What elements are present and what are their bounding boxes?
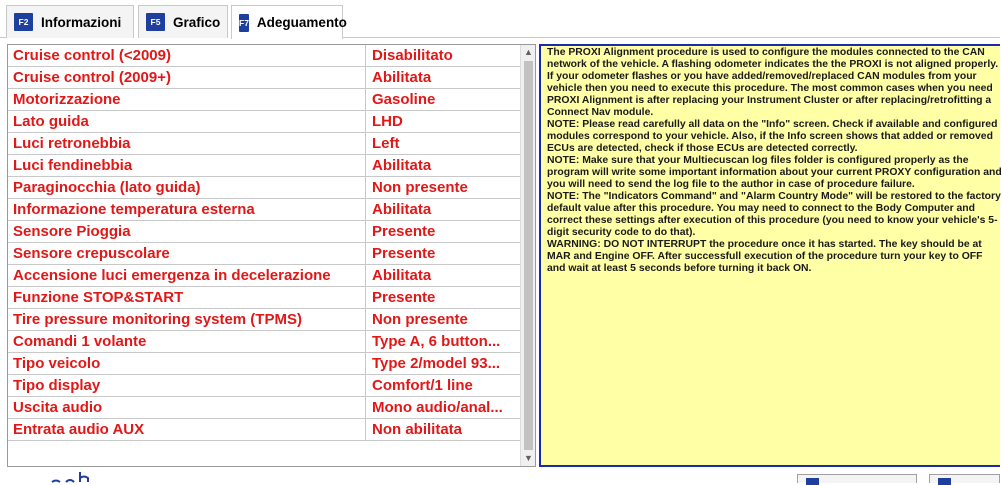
- setting-name: Funzione STOP&START: [8, 287, 366, 309]
- bottom-button[interactable]: [797, 474, 917, 483]
- setting-name: Sensore crepuscolare: [8, 243, 366, 265]
- setting-name: Cruise control (2009+): [8, 67, 366, 89]
- table-row[interactable]: [8, 309, 520, 331]
- setting-value[interactable]: Comfort/1 line: [366, 375, 520, 397]
- setting-value[interactable]: LHD: [366, 111, 520, 133]
- table-row[interactable]: [8, 177, 520, 199]
- setting-name: Tipo display: [8, 375, 366, 397]
- setting-value[interactable]: Non abilitata: [366, 419, 520, 441]
- scroll-down-icon[interactable]: ▼: [524, 453, 533, 463]
- scroll-thumb[interactable]: [524, 61, 533, 450]
- info-panel: [539, 44, 1000, 467]
- setting-value[interactable]: Type 2/model 93...: [366, 353, 520, 375]
- f5-key-icon: F5: [146, 13, 165, 31]
- tab-divider: [343, 37, 1000, 38]
- button-icon: [806, 478, 819, 485]
- setting-value[interactable]: Abilitata: [366, 265, 520, 287]
- table-row[interactable]: [8, 331, 520, 353]
- table-row[interactable]: [8, 243, 520, 265]
- setting-value[interactable]: Presente: [366, 287, 520, 309]
- tab-label: Adeguamento: [256, 15, 347, 30]
- table-row[interactable]: [8, 133, 520, 155]
- vertical-scrollbar[interactable]: [520, 45, 535, 466]
- setting-name: Luci retronebbia: [8, 133, 366, 155]
- setting-value[interactable]: Presente: [366, 221, 520, 243]
- tab-bar: [0, 0, 1000, 38]
- setting-name: Comandi 1 volante: [8, 331, 366, 353]
- table-row[interactable]: [8, 89, 520, 111]
- setting-value[interactable]: Presente: [366, 243, 520, 265]
- bottom-button[interactable]: [929, 474, 1000, 483]
- tab-informazioni[interactable]: [6, 5, 134, 38]
- setting-name: Motorizzazione: [8, 89, 366, 111]
- setting-value[interactable]: Abilitata: [366, 155, 520, 177]
- setting-name: Sensore Pioggia: [8, 221, 366, 243]
- f2-key-icon: F2: [14, 13, 33, 31]
- setting-value[interactable]: Gasoline: [366, 89, 520, 111]
- f7-key-icon: F7: [239, 14, 249, 32]
- table-row[interactable]: [8, 265, 520, 287]
- setting-name: Cruise control (<2009): [8, 45, 366, 67]
- setting-name: Entrata audio AUX: [8, 419, 366, 441]
- procedure-description: The PROXI Alignment procedure is used to configure the modules connected to the CAN network of the vehicle. A flashing odometer indicates the the PROXI is not aligned properly. If your odometer flashes or you have added/removed/replaced CAN modules from your vehicle then you need to execute this procedure. The most common cases when you need PROXI Alignment is after replacing your Instrument Cluster or after replacing/retrofitting a Connect Nav module. NOTE: Please read carefully all data on the "Info" screen. Check if available and configured modules correspond to your vehicle. Also, if the Info screen shows that added or removed ECUs are detected, check if those ECUs are detected correctly. NOTE: Make sure that your Multiecuscan log files folder is configured properly as the program will write some important information about your current PROXY configuration and you will need to send the log file to the author in case of procedure failure. NOTE: The "Indicators Command" and "Alarm Country Mode" will be restored to the factory default value after this procedure. You may need to connect to the Body Computer and correct these settings after execution of this procedure (you need to know your vehicle's 5-digit security code to do that). WARNING: DO NOT INTERRUPT the procedure once it has started. The key should be at MAR and Engine OFF. After successfull execution of the procedure turn your key to OFF and wait at least 5 seconds before turning it back ON.: [547, 47, 1002, 274]
- tab-label: Grafico: [173, 14, 221, 30]
- setting-value[interactable]: Abilitata: [366, 67, 520, 89]
- setting-name: Accensione luci emergenza in decelerazione: [8, 265, 366, 287]
- table-row[interactable]: [8, 353, 520, 375]
- setting-value[interactable]: Disabilitato: [366, 45, 520, 67]
- table-row[interactable]: [8, 45, 520, 67]
- setting-name: Uscita audio: [8, 397, 366, 419]
- table-row[interactable]: [8, 221, 520, 243]
- setting-value[interactable]: Non presente: [366, 177, 520, 199]
- setting-name: Tire pressure monitoring system (TPMS): [8, 309, 366, 331]
- setting-value[interactable]: Non presente: [366, 309, 520, 331]
- setting-value[interactable]: Type A, 6 button...: [366, 331, 520, 353]
- table-row[interactable]: [8, 67, 520, 89]
- setting-name: Tipo veicolo: [8, 353, 366, 375]
- setting-value[interactable]: Left: [366, 133, 520, 155]
- tab-label: Informazioni: [41, 14, 122, 30]
- scroll-up-icon[interactable]: ▲: [524, 47, 533, 57]
- button-icon: [938, 478, 951, 485]
- setting-value[interactable]: Mono audio/anal...: [366, 397, 520, 419]
- table-row[interactable]: [8, 375, 520, 397]
- tab-divider: [0, 37, 6, 38]
- tab-adeguamento[interactable]: [231, 5, 347, 39]
- setting-name: Paraginocchia (lato guida): [8, 177, 366, 199]
- table-row[interactable]: [8, 111, 520, 133]
- table-row[interactable]: [8, 199, 520, 221]
- table-row[interactable]: [8, 155, 520, 177]
- setting-name: Luci fendinebbia: [8, 155, 366, 177]
- setting-name: Informazione temperatura esterna: [8, 199, 366, 221]
- tab-grafico[interactable]: [138, 5, 228, 38]
- table-row[interactable]: [8, 397, 520, 419]
- setting-name: Lato guida: [8, 111, 366, 133]
- table-row[interactable]: [8, 419, 520, 441]
- settings-grid[interactable]: [7, 44, 536, 467]
- table-row[interactable]: [8, 287, 520, 309]
- logo-icon: [50, 472, 110, 483]
- setting-value[interactable]: Abilitata: [366, 199, 520, 221]
